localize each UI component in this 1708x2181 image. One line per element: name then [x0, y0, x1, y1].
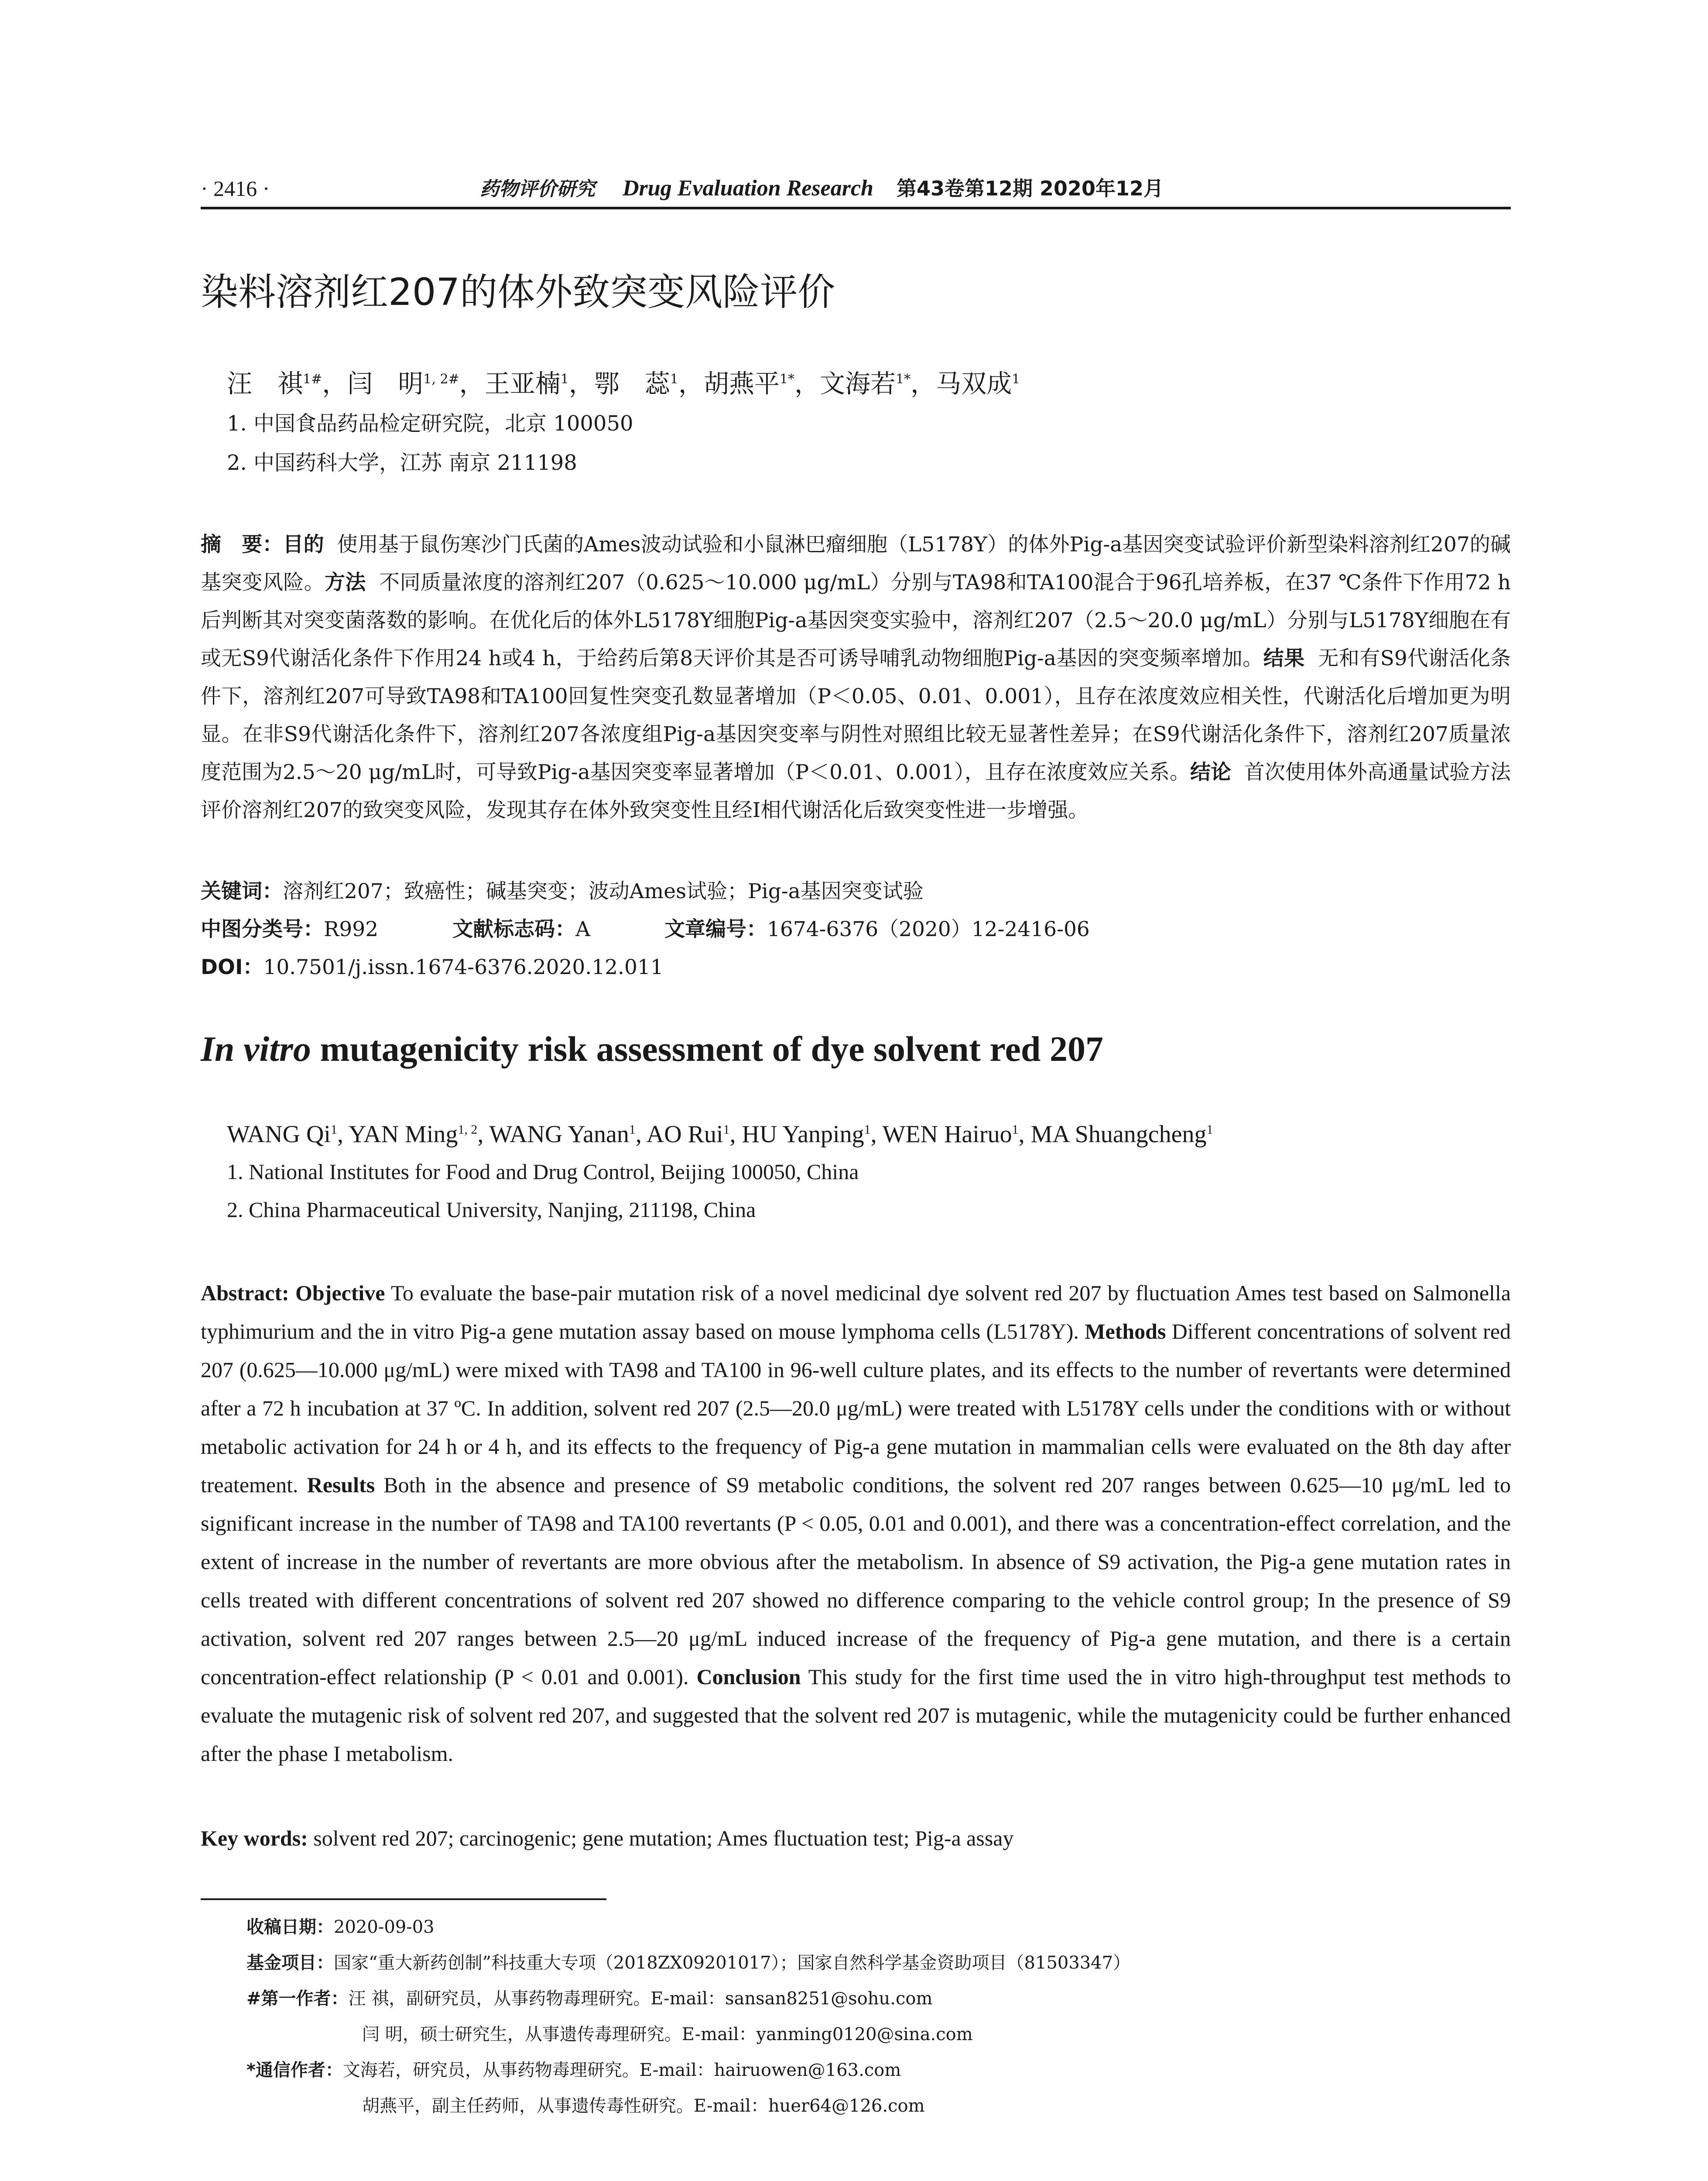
- footnote-first-author-2: 闫 明，硕士研究生，从事遗传毒理研究。E-mail：yanming0120@sina.com: [362, 2024, 973, 2044]
- header-rule: [201, 207, 1511, 209]
- author-affiliation-mark: 1#: [303, 372, 322, 387]
- author-affiliation-mark: 1: [723, 1122, 730, 1137]
- author-list-cn: 汪 祺$^{1\#}$，闫 明$^{1, 2\#}$，王亚楠$^1$，鄂 蕊$^1$，胡燕平$^{1*}$，文海若$^{1*}$，马双成$^1$: [227, 369, 1020, 399]
- title-rest: mutagenicity risk assessment of dye solvent red 207: [311, 1029, 1103, 1069]
- conclusion-label: Conclusion: [696, 1665, 801, 1689]
- author-affiliation-mark: 1: [560, 372, 569, 387]
- author-affiliation-mark: 1, 2#: [423, 372, 459, 387]
- author-affiliation-mark: 1: [864, 1122, 871, 1137]
- running-header: [201, 171, 1509, 206]
- methods-text: Different concentrations of solvent red 207 (0.625—10.000 μg/mL) were mixed with TA98 and TA100 in 96-well culture plates, and its effects to the number of revertants were determined after a 72 h incubation at 37 ºC. In addition, solvent red 207 (2.5—20.0 μg/mL) were treated with L5178Y cells under the conditions with or without metabolic activation for 24 h or 4 h, and its effects to the frequency of Pig-a gene mutation in mammalian cells were evaluated on the 8th day after treatement.: [201, 1319, 1511, 1497]
- footnote-first-author: [246, 1981, 932, 2016]
- corresponding-label: *通信作者：: [246, 2060, 343, 2080]
- clc-label: 中图分类号：: [201, 917, 324, 941]
- page-number: · 2416 ·: [201, 176, 270, 201]
- keywords-text: solvent red 207; carcinogenic; gene mutation; Ames fluctuation test; Pig-a assay: [313, 1826, 1014, 1850]
- results-label: Results: [307, 1473, 375, 1497]
- keywords-text: 溶剂红207；致癌性；碱基突变；波动Ames试验；Pig-a基因突变试验: [283, 879, 924, 903]
- footnote-fund: [246, 1945, 1130, 1980]
- fund-label: 基金项目：: [246, 1953, 334, 1973]
- author-name: 马双成: [936, 369, 1012, 399]
- conclusion-label: 结论: [1190, 760, 1232, 784]
- journal-issue: 第43卷第12期 2020年12月: [896, 177, 1164, 200]
- footnote-corresponding: [246, 2053, 901, 2088]
- objective-text: To evaluate the base-pair mutation risk of a novel medicinal dye solvent red 207 by fluctuation Ames test based on Salmonella typhimurium and the in vitro Pig-a gene mutation assay based on mouse lymphoma cells (L5178Y).: [201, 1281, 1511, 1343]
- doi-value[interactable]: 10.7501/j.issn.1674-6376.2020.12.011: [263, 955, 664, 979]
- affiliation-en-1: 1. National Institutes for Food and Drug Control, Beijing 100050, China: [227, 1159, 859, 1184]
- received-date: 2020-09-03: [334, 1917, 435, 1937]
- author-list-en: WANG Qi$^1$, YAN Ming$^{1, 2}$, WANG Yanan$^1$, AO Rui$^1$, HU Yanping$^1$, WEN Hairuo$^1$, MA Shuangcheng$^1$: [227, 1121, 1213, 1148]
- objective-label: Objective: [295, 1281, 385, 1305]
- author-name: 王亚楠: [484, 369, 561, 399]
- author-affiliation-mark: 1: [1206, 1122, 1213, 1137]
- affiliation-en-2: 2. China Pharmaceutical University, Nanjing, 211198, China: [227, 1197, 756, 1222]
- abstract-en: [201, 1274, 1511, 1773]
- methods-text: 不同质量浓度的溶剂红207（0.625～10.000 μg/mL）分别与TA98和TA100混合于96孔培养板，在37 ℃条件下作用72 h后判断其对突变菌落数的影响。在优化后的体外L5178Y细胞Pig-a基因突变实验中，溶剂红207（2.5～20.0 μg/mL）分别与L5178Y细胞在有或无S9代谢活化条件下作用24 h或4 h，于给药后第8天评价其是否可诱导哺乳动物细胞Pig-a基因的突变频率增加。: [201, 571, 1511, 670]
- author-affiliation-mark: 1: [670, 372, 678, 387]
- objective-text: 使用基于鼠伤寒沙门氏菌的Ames波动试验和小鼠淋巴瘤细胞（L5178Y）的体外Pig-a基因突变试验评价新型染料溶剂红207的碱基突变风险。: [201, 533, 1511, 595]
- clc-value: R992: [324, 917, 379, 941]
- journal-logo-cn: 药物评价研究: [480, 178, 595, 200]
- journal-name: Drug Evaluation Research: [623, 176, 873, 201]
- keywords-label: Key words:: [201, 1826, 308, 1850]
- author-name: 文海若: [820, 369, 896, 399]
- author-affiliation-mark: 1: [1012, 1122, 1019, 1137]
- methods-label: 方法: [325, 571, 366, 595]
- footnote-rule: [201, 1898, 606, 1900]
- author-affiliation-mark: 1, 2: [458, 1122, 478, 1137]
- author-name: YAN Ming: [348, 1121, 458, 1148]
- footnote-received: [246, 1910, 435, 1945]
- affiliation-cn-2: 2. 中国药科大学，江苏 南京 211198: [227, 451, 577, 475]
- author-affiliation-mark: 1*: [896, 372, 911, 387]
- article-title-en: [201, 1025, 1103, 1073]
- objective-label: 目的: [283, 533, 324, 557]
- author-affiliation-mark: 1*: [779, 372, 795, 387]
- doi-label: DOI：: [201, 955, 264, 979]
- article-number-value: 1674-6376（2020）12-2416-06: [767, 917, 1090, 941]
- author-name: WEN Hairuo: [882, 1121, 1012, 1148]
- abstract-label: Abstract:: [201, 1281, 289, 1305]
- fund-text: 国家“重大新药创制”科技重大专项（2018ZX09201017）；国家自然科学基金资助项目（81503347）: [334, 1953, 1131, 1973]
- conclusion-text: 首次使用体外高通量试验方法评价溶剂红207的致突变风险，发现其存在体外致突变性且经I相代谢活化后致突变性进一步增强。: [201, 760, 1511, 822]
- footnote-corresponding-2: 胡燕平，副主任药师，从事遗传毒性研究。E-mail：huer64@126.com: [362, 2096, 925, 2116]
- author-name: WANG Yanan: [489, 1121, 629, 1148]
- title-italic: In vitro: [201, 1029, 311, 1069]
- article-number-label: 文章编号：: [664, 917, 767, 941]
- classification-row: [201, 910, 1090, 948]
- keywords-label: 关键词：: [201, 879, 283, 903]
- author-name: 鄂 蕊: [594, 369, 670, 399]
- article-title-cn: 染料溶剂红207的体外致突变风险评价: [201, 270, 835, 314]
- author-name: 胡燕平: [703, 369, 780, 399]
- author-name: 汪 祺: [227, 369, 303, 399]
- abstract-label: 摘 要：: [201, 533, 283, 557]
- corresponding-text: 文海若，研究员，从事药物毒理研究。E-mail：hairuowen@163.com: [342, 2060, 901, 2080]
- author-affiliation-mark: 1: [1012, 372, 1020, 387]
- conclusion-text: This study for the first time used the in vitro high-throughput test methods to evaluate the mutagenic risk of solvent red 207, and suggested that the solvent red 207 is mutagenic, while the mutagenicity could be further enhanced after the phase I metabolism.: [201, 1665, 1511, 1766]
- first-author-text: 汪 祺，副研究员，从事药物毒理研究。E-mail：sansan8251@sohu.com: [348, 1989, 933, 2009]
- doc-code-label: 文献标志码：: [452, 917, 576, 941]
- keywords-cn: [201, 872, 924, 910]
- author-name: 闫 明: [347, 369, 424, 399]
- results-text: 无和有S9代谢活化条件下，溶剂红207可导致TA98和TA100回复性突变孔数显著增加（P＜0.05、0.01、0.001），且存在浓度效应相关性，代谢活化后增加更为明显。在非S9代谢活化条件下，溶剂红207各浓度组Pig-a基因突变率与阴性对照组比较无显著性差异；在S9代谢活化条件下，溶剂红207质量浓度范围为2.5～20 μg/mL时，可导致Pig-a基因突变率显著增加（P＜0.01、0.001），且存在浓度效应关系。: [201, 646, 1511, 784]
- author-affiliation-mark: 1: [629, 1122, 636, 1137]
- journal-line: [480, 171, 1164, 207]
- results-text: Both in the absence and presence of S9 metabolic conditions, the solvent red 207 ranges between 0.625—10 μg/mL led to significant increase in the number of TA98 and TA100 revertants (P < 0.05, 0.01 and 0.001), and there was a concentration-effect correlation, and the extent of increase in the number of revertants are more obvious after the metabolism. In absence of S9 activation, the Pig-a gene mutation rates in cells treated with different concentrations of solvent red 207 showed no difference comparing to the vehicle control group; In the presence of S9 activation, solvent red 207 ranges between 2.5—20 μg/mL induced increase of the frequency of Pig-a gene mutation, and there is a certain concentration-effect relationship (P < 0.01 and 0.001).: [201, 1473, 1511, 1689]
- keywords-en: [201, 1819, 1013, 1857]
- author-name: WANG Qi: [227, 1121, 331, 1148]
- author-name: MA Shuangcheng: [1030, 1121, 1207, 1148]
- author-affiliation-mark: 1: [330, 1122, 337, 1137]
- results-label: 结果: [1263, 646, 1305, 670]
- affiliation-cn-1: 1. 中国食品药品检定研究院，北京 100050: [227, 411, 633, 436]
- methods-label: Methods: [1085, 1319, 1166, 1343]
- author-name: AO Rui: [646, 1121, 723, 1148]
- received-label: 收稿日期：: [246, 1917, 334, 1937]
- first-author-label: #第一作者：: [246, 1989, 349, 2009]
- doc-code-value: A: [575, 917, 591, 941]
- author-name: HU Yanping: [742, 1121, 864, 1148]
- abstract-cn: [201, 526, 1511, 829]
- doi-row: [201, 948, 664, 986]
